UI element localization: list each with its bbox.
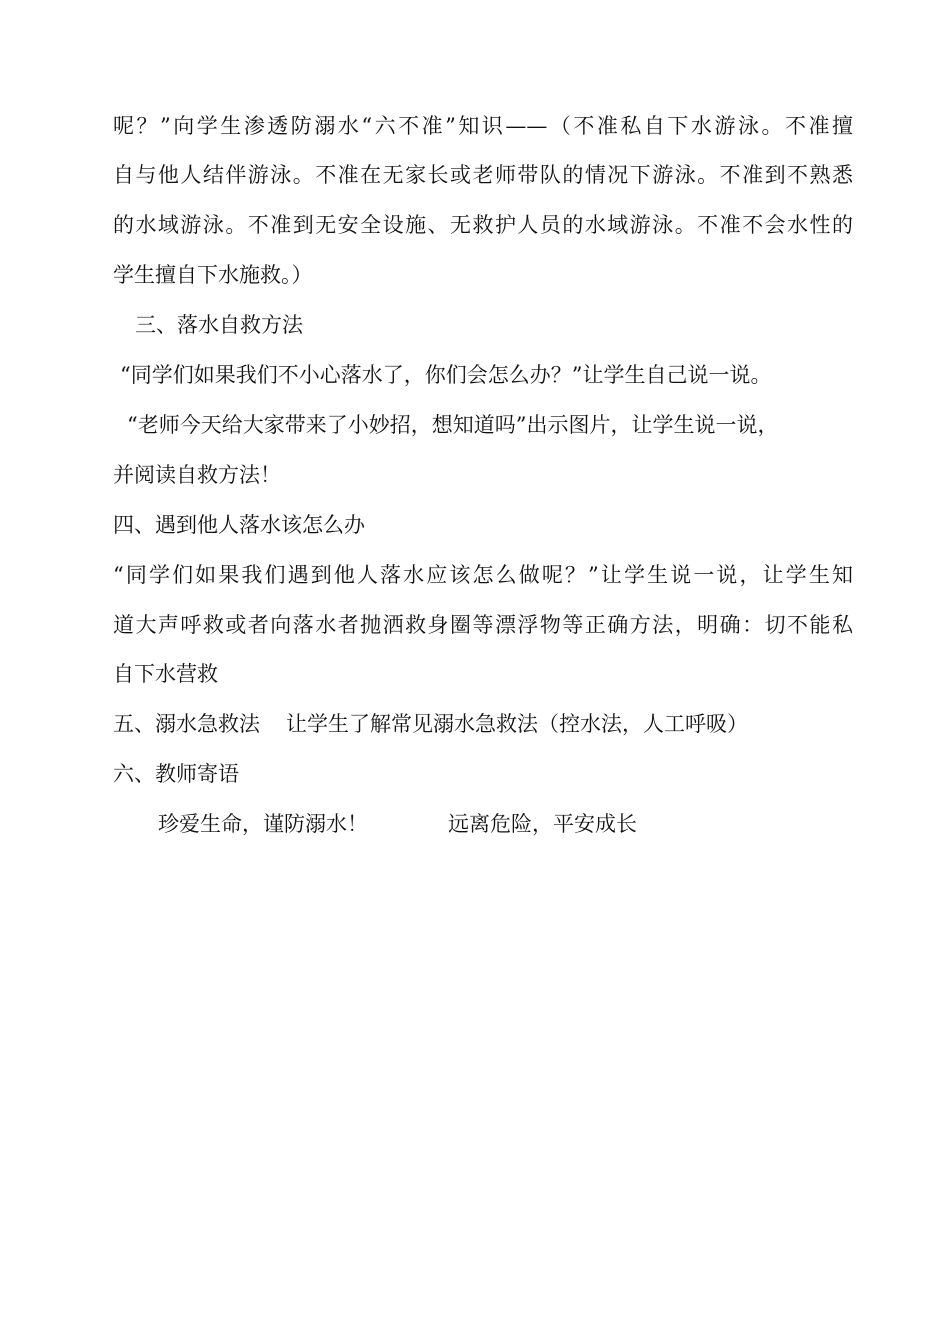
section-heading-4: 四、遇到他人落水该怎么办 xyxy=(113,513,365,537)
section-4-line: 自下水营救 xyxy=(113,662,218,686)
section-heading-6: 六、教师寄语 xyxy=(113,762,239,786)
section-3-tip-line: “老师今天给大家带来了小妙招，想知道吗”出示图片，让学生说一说， xyxy=(127,413,779,437)
section-heading-5: 五、溺水急救法 xyxy=(113,712,260,736)
section-5-text: 让学生了解常见溺水急救法（控水法，人工呼吸） xyxy=(286,712,748,736)
paragraph-line: 学生擅自下水施救。） xyxy=(113,263,313,287)
paragraph-line: 自与他人结伴游泳。不准在无家长或老师带队的情况下游泳。不准到不熟悉 xyxy=(113,163,853,187)
section-5-row xyxy=(113,708,853,740)
paragraph-line: 的水域游泳。不准到无安全设施、无救护人员的水域游泳。不准不会水性的 xyxy=(113,213,853,237)
section-4-line: “同学们如果我们遇到他人落水应该怎么做呢？”让学生说一说，让学生知 xyxy=(113,563,853,587)
paragraph-line: 呢？”向学生渗透防溺水“六不准”知识——（不准私自下水游泳。不准擅 xyxy=(113,114,853,138)
section-3-question: “同学们如果我们不小心落水了，你们会怎么办？”让学生自己说一说。 xyxy=(120,363,772,387)
motto-left: 珍爱生命，谨防溺水！ xyxy=(158,812,368,836)
section-3-tip-line: 并阅读自救方法！ xyxy=(113,463,281,487)
motto-right: 远离危险，平安成长 xyxy=(448,812,637,836)
section-4-line: 道大声呼救或者向落水者抛洒救身圈等漂浮物等正确方法，明确：切不能私 xyxy=(113,613,853,637)
section-heading-3: 三、落水自救方法 xyxy=(135,313,303,337)
